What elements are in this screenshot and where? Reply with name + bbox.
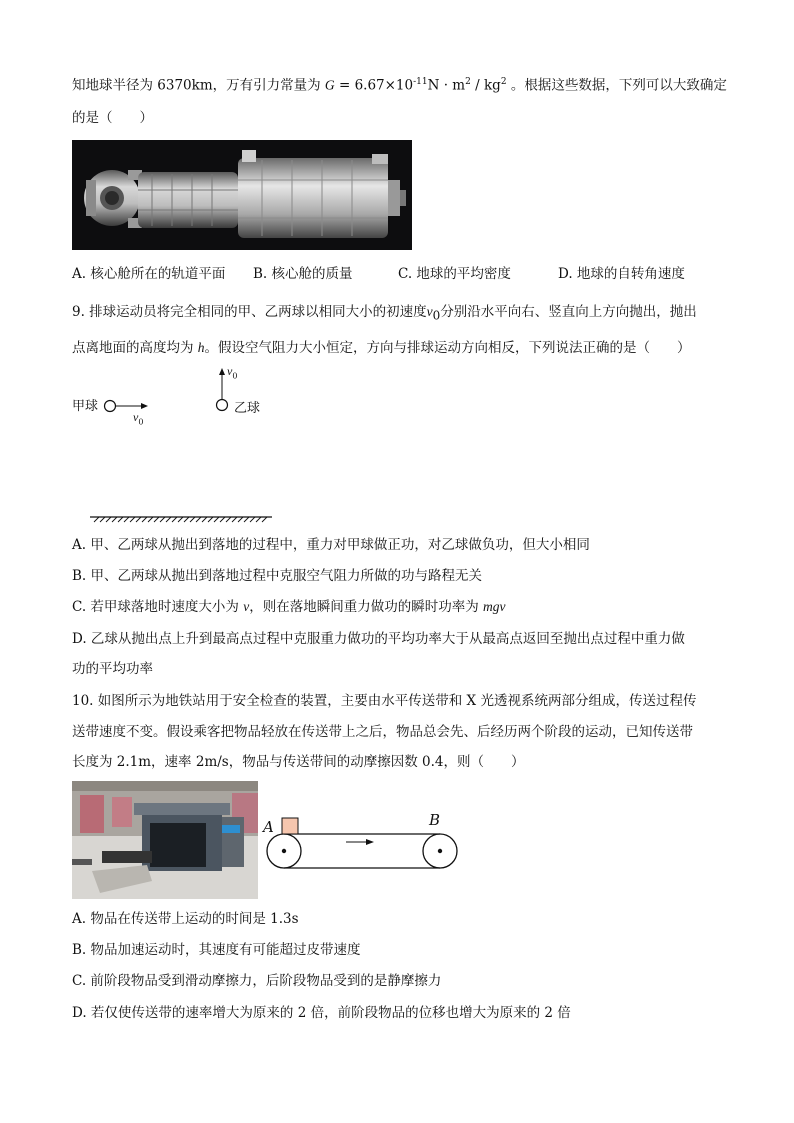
q8-option-c[interactable]: C. 地球的平均密度 bbox=[398, 266, 511, 282]
q9-option-d[interactable]: D. 乙球从抛出点上升到最高点过程中克服重力做功的平均功率大于从最高点返回至抛出点过程中重力做 bbox=[72, 631, 685, 647]
q8-option-d[interactable]: D. 地球的自转角速度 bbox=[558, 266, 685, 282]
q9-option-c[interactable]: C. 若甲球落地时速度大小为 v，则在落地瞬间重力做功的瞬时功率为 mgv bbox=[72, 599, 506, 615]
point-b-label: B bbox=[429, 811, 441, 829]
q9-line1: 9. 排球运动员将完全相同的甲、乙两球以相同大小的初速度$v_0$分别沿水平向右、竖直向上方向抛出，抛出 bbox=[72, 304, 697, 323]
q9-option-d-cont: 功的平均功率 bbox=[72, 661, 153, 677]
ball-b-label: 乙球 bbox=[234, 401, 261, 416]
q8-line1: 知地球半径为 6370km，万有引力常量为 $G = 6.67\times 10^{-11}N \cdot m^2 / kg^2$ 。根据这些数据，下列可以大致确定 bbox=[72, 77, 727, 94]
q9-option-b[interactable]: B. 甲、乙两球从抛出到落地过程中克服空气阻力所做的功与路程无关 bbox=[72, 568, 483, 584]
space-station-illustration bbox=[72, 140, 412, 250]
q8-line2: 的是（ ） bbox=[72, 110, 153, 126]
xray-scanner-illustration bbox=[72, 781, 258, 899]
q9-figure bbox=[72, 362, 282, 527]
q8-option-a[interactable]: A. 核心舱所在的轨道平面 bbox=[72, 266, 226, 282]
ball-a-velocity-label: $v_0$ bbox=[133, 410, 144, 427]
package-block bbox=[282, 818, 298, 834]
security-scanner-photo bbox=[72, 781, 258, 899]
q10-option-a[interactable]: A. 物品在传送带上运动的时间是 1.3s bbox=[72, 911, 299, 927]
direction-arrow-icon bbox=[366, 839, 374, 845]
q10-option-c[interactable]: C. 前阶段物品受到滑动摩擦力，后阶段物品受到的是静摩擦力 bbox=[72, 973, 442, 989]
q10-line3: 长度为 2.1m，速率 2m/s，物品与传送带间的动摩擦因数 0.4，则（ ） bbox=[72, 754, 525, 770]
q8-option-b[interactable]: B. 核心舱的质量 bbox=[253, 266, 353, 282]
q10-line1: 10. 如图所示为地铁站用于安全检查的装置，主要由水平传送带和 X 光透视系统两部分组成，传送过程传 bbox=[72, 693, 697, 709]
ball-a-icon bbox=[105, 401, 116, 412]
q9-line2: 点离地面的高度均为 h。假设空气阻力大小恒定，方向与排球运动方向相反，下列说法正确的是（ ） bbox=[72, 340, 691, 356]
ball-b-icon bbox=[217, 400, 228, 411]
core-module-photo bbox=[72, 140, 412, 250]
q8-options bbox=[72, 264, 732, 284]
conveyor-diagram bbox=[260, 812, 460, 874]
ball-a-label: 甲球 bbox=[72, 399, 99, 414]
point-a-label: A bbox=[263, 818, 274, 836]
q10-line2: 送带速度不变。假设乘客把物品轻放在传送带上之后，物品总会先、后经历两个阶段的运动，已知传送带 bbox=[72, 724, 693, 740]
q10-option-b[interactable]: B. 物品加速运动时，其速度有可能超过皮带速度 bbox=[72, 942, 361, 958]
q9-option-a[interactable]: A. 甲、乙两球从抛出到落地的过程中，重力对甲球做正功，对乙球做负功，但大小相同 bbox=[72, 537, 590, 553]
projectile-diagram bbox=[72, 362, 282, 527]
q10-option-d[interactable]: D. 若仅使传送带的速率增大为原来的 2 倍，前阶段物品的位移也增大为原来的 2 倍 bbox=[72, 1005, 571, 1021]
ball-b-velocity-label: $v_0$ bbox=[227, 364, 238, 381]
